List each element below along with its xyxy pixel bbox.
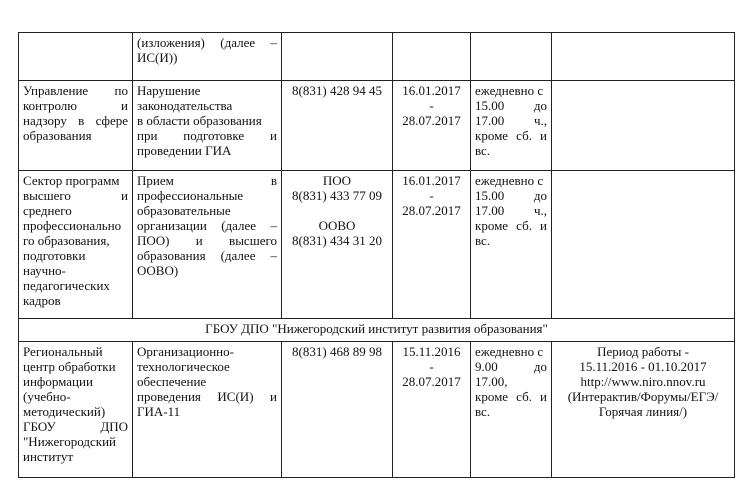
schedule-line: 15.00 до <box>475 188 547 203</box>
schedule-line: вс. <box>475 233 491 248</box>
date-from: 16.01.2017 <box>402 83 461 98</box>
org-line: методический) <box>23 404 106 419</box>
schedule-line: вс. <box>475 404 491 419</box>
schedule-line: 9.00 до <box>475 359 547 374</box>
org-line: среднего <box>23 203 72 218</box>
phone-label-oovo: ООВО <box>318 218 356 233</box>
note-link[interactable]: http://www.niro.nnov.ru <box>580 374 706 389</box>
topic-line: ПОО) и высшего <box>137 233 277 248</box>
topic-line: Прием в <box>137 173 277 188</box>
dates-cell <box>393 342 471 478</box>
dates-cell <box>393 33 471 81</box>
date-from: 16.01.2017 <box>402 173 461 188</box>
topic-line: проведения ИС(И) и <box>137 389 277 404</box>
org-line: надзору в сфере <box>23 113 128 128</box>
phone-cell <box>282 81 393 171</box>
phone-number-oovo: 8(831) 434 31 20 <box>292 233 382 248</box>
topic-line: ГИА-11 <box>137 404 181 419</box>
schedule-line: 15.00 до <box>475 98 547 113</box>
phone-label-poo: ПОО <box>322 173 352 188</box>
date-dash: - <box>429 188 434 203</box>
topic-line: Нарушение <box>137 83 201 98</box>
topic-line: проведении ГИА <box>137 143 232 158</box>
phone-number: 8(831) 468 89 98 <box>292 344 382 359</box>
org-line: научно- <box>23 263 66 278</box>
schedule-line: кроме сб. и <box>475 128 547 143</box>
schedule-cell <box>471 33 552 81</box>
schedule-cell <box>471 171 552 319</box>
org-line: ГБОУ ДПО <box>23 419 128 434</box>
hotline-table <box>18 32 735 478</box>
topic-line: в области образования <box>137 113 262 128</box>
note-cell <box>552 33 735 81</box>
schedule-cell <box>471 342 552 478</box>
table-row-sektor <box>19 171 735 319</box>
org-line: контролю и <box>23 98 128 113</box>
topic-line: обеспечение <box>137 374 207 389</box>
schedule-line: кроме сб. и <box>475 389 547 404</box>
date-to: 28.07.2017 <box>402 113 461 128</box>
org-line: го образования, <box>23 233 110 248</box>
note-cell <box>552 342 735 478</box>
org-line: (учебно- <box>23 389 71 404</box>
date-to: 28.07.2017 <box>402 374 461 389</box>
table-row-rcoi <box>19 342 735 478</box>
topic-cell <box>133 342 282 478</box>
topic-cell <box>133 81 282 171</box>
org-line: профессионально <box>23 218 122 233</box>
org-line: Управление по <box>23 83 128 98</box>
schedule-line: 17.00 ч., <box>475 113 547 128</box>
table-section-row <box>19 319 735 342</box>
topic-line: ООВО) <box>137 263 179 278</box>
phone-cell <box>282 171 393 319</box>
org-line: информации <box>23 374 93 389</box>
org-line: Сектор программ <box>23 173 120 188</box>
org-line: Региональный <box>23 344 103 359</box>
section-header: ГБОУ ДПО "Нижегородский институт развития образования" <box>19 319 735 342</box>
org-cell <box>19 342 133 478</box>
note-cell <box>552 171 735 319</box>
org-line: педагогических <box>23 278 110 293</box>
date-to: 28.07.2017 <box>402 203 461 218</box>
schedule-line: 17.00, <box>475 374 508 389</box>
org-line: институт <box>23 449 74 464</box>
phone-number: 8(831) 428 94 45 <box>292 83 382 98</box>
topic-line: ИС(И)) <box>137 50 178 65</box>
org-cell <box>19 33 133 81</box>
schedule-line: 17.00 ч., <box>475 203 547 218</box>
note-line: Горячая линия/) <box>598 404 688 419</box>
topic-cell <box>133 33 282 81</box>
org-line: "Нижегородский <box>23 434 116 449</box>
phone-cell <box>282 342 393 478</box>
schedule-line: вс. <box>475 143 491 158</box>
org-line: кадров <box>23 293 61 308</box>
table-row-continued <box>19 33 735 81</box>
org-line: подготовки <box>23 248 86 263</box>
org-line: центр обработки <box>23 359 116 374</box>
topic-line: образования (далее – <box>137 248 277 263</box>
org-cell <box>19 171 133 319</box>
schedule-line: ежедневно с <box>475 173 544 188</box>
date-from: 15.11.2016 <box>402 344 461 359</box>
date-dash: - <box>429 359 434 374</box>
schedule-cell <box>471 81 552 171</box>
topic-line: организации (далее – <box>137 218 277 233</box>
org-line: образования <box>23 128 92 143</box>
topic-line: образовательные <box>137 203 231 218</box>
table-row-upravlenie <box>19 81 735 171</box>
topic-line: при подготовке и <box>137 128 277 143</box>
schedule-line: кроме сб. и <box>475 218 547 233</box>
topic-line: Организационно- <box>137 344 234 359</box>
schedule-line: ежедневно с <box>475 83 544 98</box>
topic-line: (изложения) (далее – <box>137 35 277 50</box>
topic-line: профессиональные <box>137 188 244 203</box>
topic-line: законодательства <box>137 98 233 113</box>
dates-cell <box>393 171 471 319</box>
date-dash: - <box>429 98 434 113</box>
org-cell <box>19 81 133 171</box>
schedule-line: ежедневно с <box>475 344 544 359</box>
note-cell <box>552 81 735 171</box>
topic-cell <box>133 171 282 319</box>
spacer <box>286 203 388 218</box>
note-line: (Интерактив/Форумы/ЕГЭ/ <box>567 389 719 404</box>
note-line: 15.11.2016 - 01.10.2017 <box>579 359 707 374</box>
dates-cell <box>393 81 471 171</box>
org-line: высшего и <box>23 188 128 203</box>
topic-line: технологическое <box>137 359 230 374</box>
note-line: Период работы - <box>597 344 689 359</box>
phone-number-poo: 8(831) 433 77 09 <box>292 188 382 203</box>
phone-cell <box>282 33 393 81</box>
